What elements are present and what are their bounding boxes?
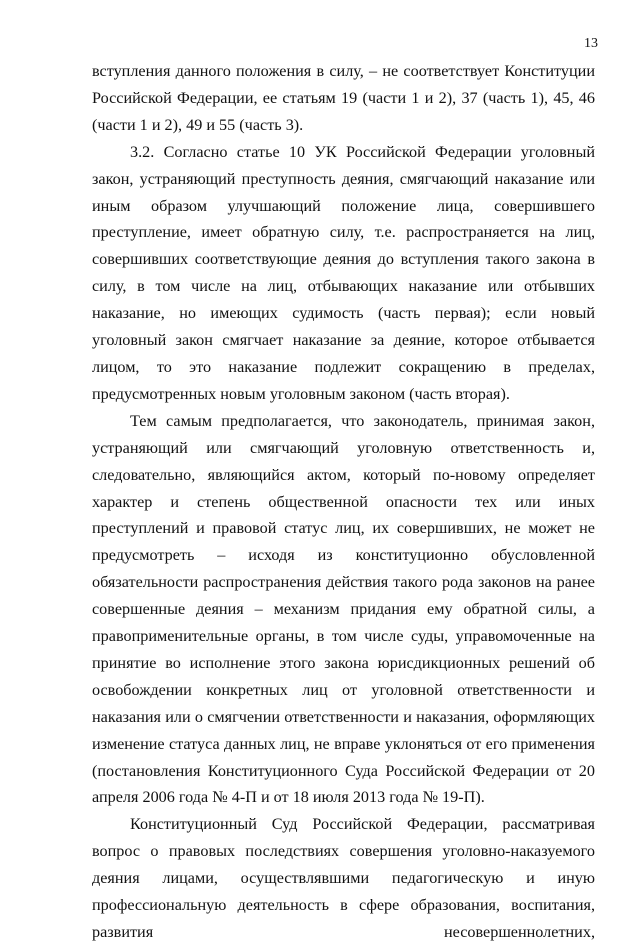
- page-number: 13: [584, 36, 598, 51]
- paragraph-continuation: вступления данного положения в силу, – не соответствует Конституции Российской Федерации, ее статьям 19 (части 1 и 2), 37 (часть 1), 45, 46 (части 1 и 2), 49 и 55 (часть 3).: [92, 62, 595, 134]
- paragraph-constitutional-court: Конституционный Суд Российской Федерации, рассматривая вопрос о правовых последствиях совершения уголовно-наказуемого деяния лицами, осуществлявшими педагогическую и иную профессиональную деятельность в сфере образования, воспитания, развития несовершеннолетних,: [92, 815, 595, 941]
- document-body: [92, 58, 595, 946]
- paragraph-legislator-obligation: Тем самым предполагается, что законодатель, принимая закон, устраняющий или смягчающий уголовную ответственность и, следовательно, являющийся актом, который по-новому определяет характер и степень общественной опасности тех или иных преступлений и правовой статус лиц, их совершивших, не может не предусмотреть – исходя из конституционно обусловленной обязательности распространения действия такого рода законов на ранее совершенные деяния – механизм придания ему обратной силы, а правоприменительные органы, в том числе суды, управомоченные на принятие во исполнение этого закона юрисдикционных решений об освобождении конкретных лиц от уголовной ответственности и наказания или о смягчении ответственности и наказания, оформляющих изменение статуса данных лиц, не вправе уклоняться от его применения (постановления Конституционного Суда Российской Федерации от 20 апреля 2006 года № 4-П и от 18 июля 2013 года № 19-П).: [92, 411, 595, 807]
- paragraph-section-3-2: 3.2. Согласно статье 10 УК Российской Федерации уголовный закон, устраняющий преступность деяния, смягчающий наказание или иным образом улучшающий положение лица, совершившего преступление, имеет обратную силу, т.е. распространяется на лиц, совершивших соответствующие деяния до вступления такого закона в силу, в том числе на лиц, отбывающих наказание или отбывших наказание, но имеющих судимость (часть первая); если новый уголовный закон смягчает наказание за деяние, которое отбывается лицом, то это наказание подлежит сокращению в пределах, предусмотренных новым уголовным законом (часть вторая).: [92, 142, 595, 403]
